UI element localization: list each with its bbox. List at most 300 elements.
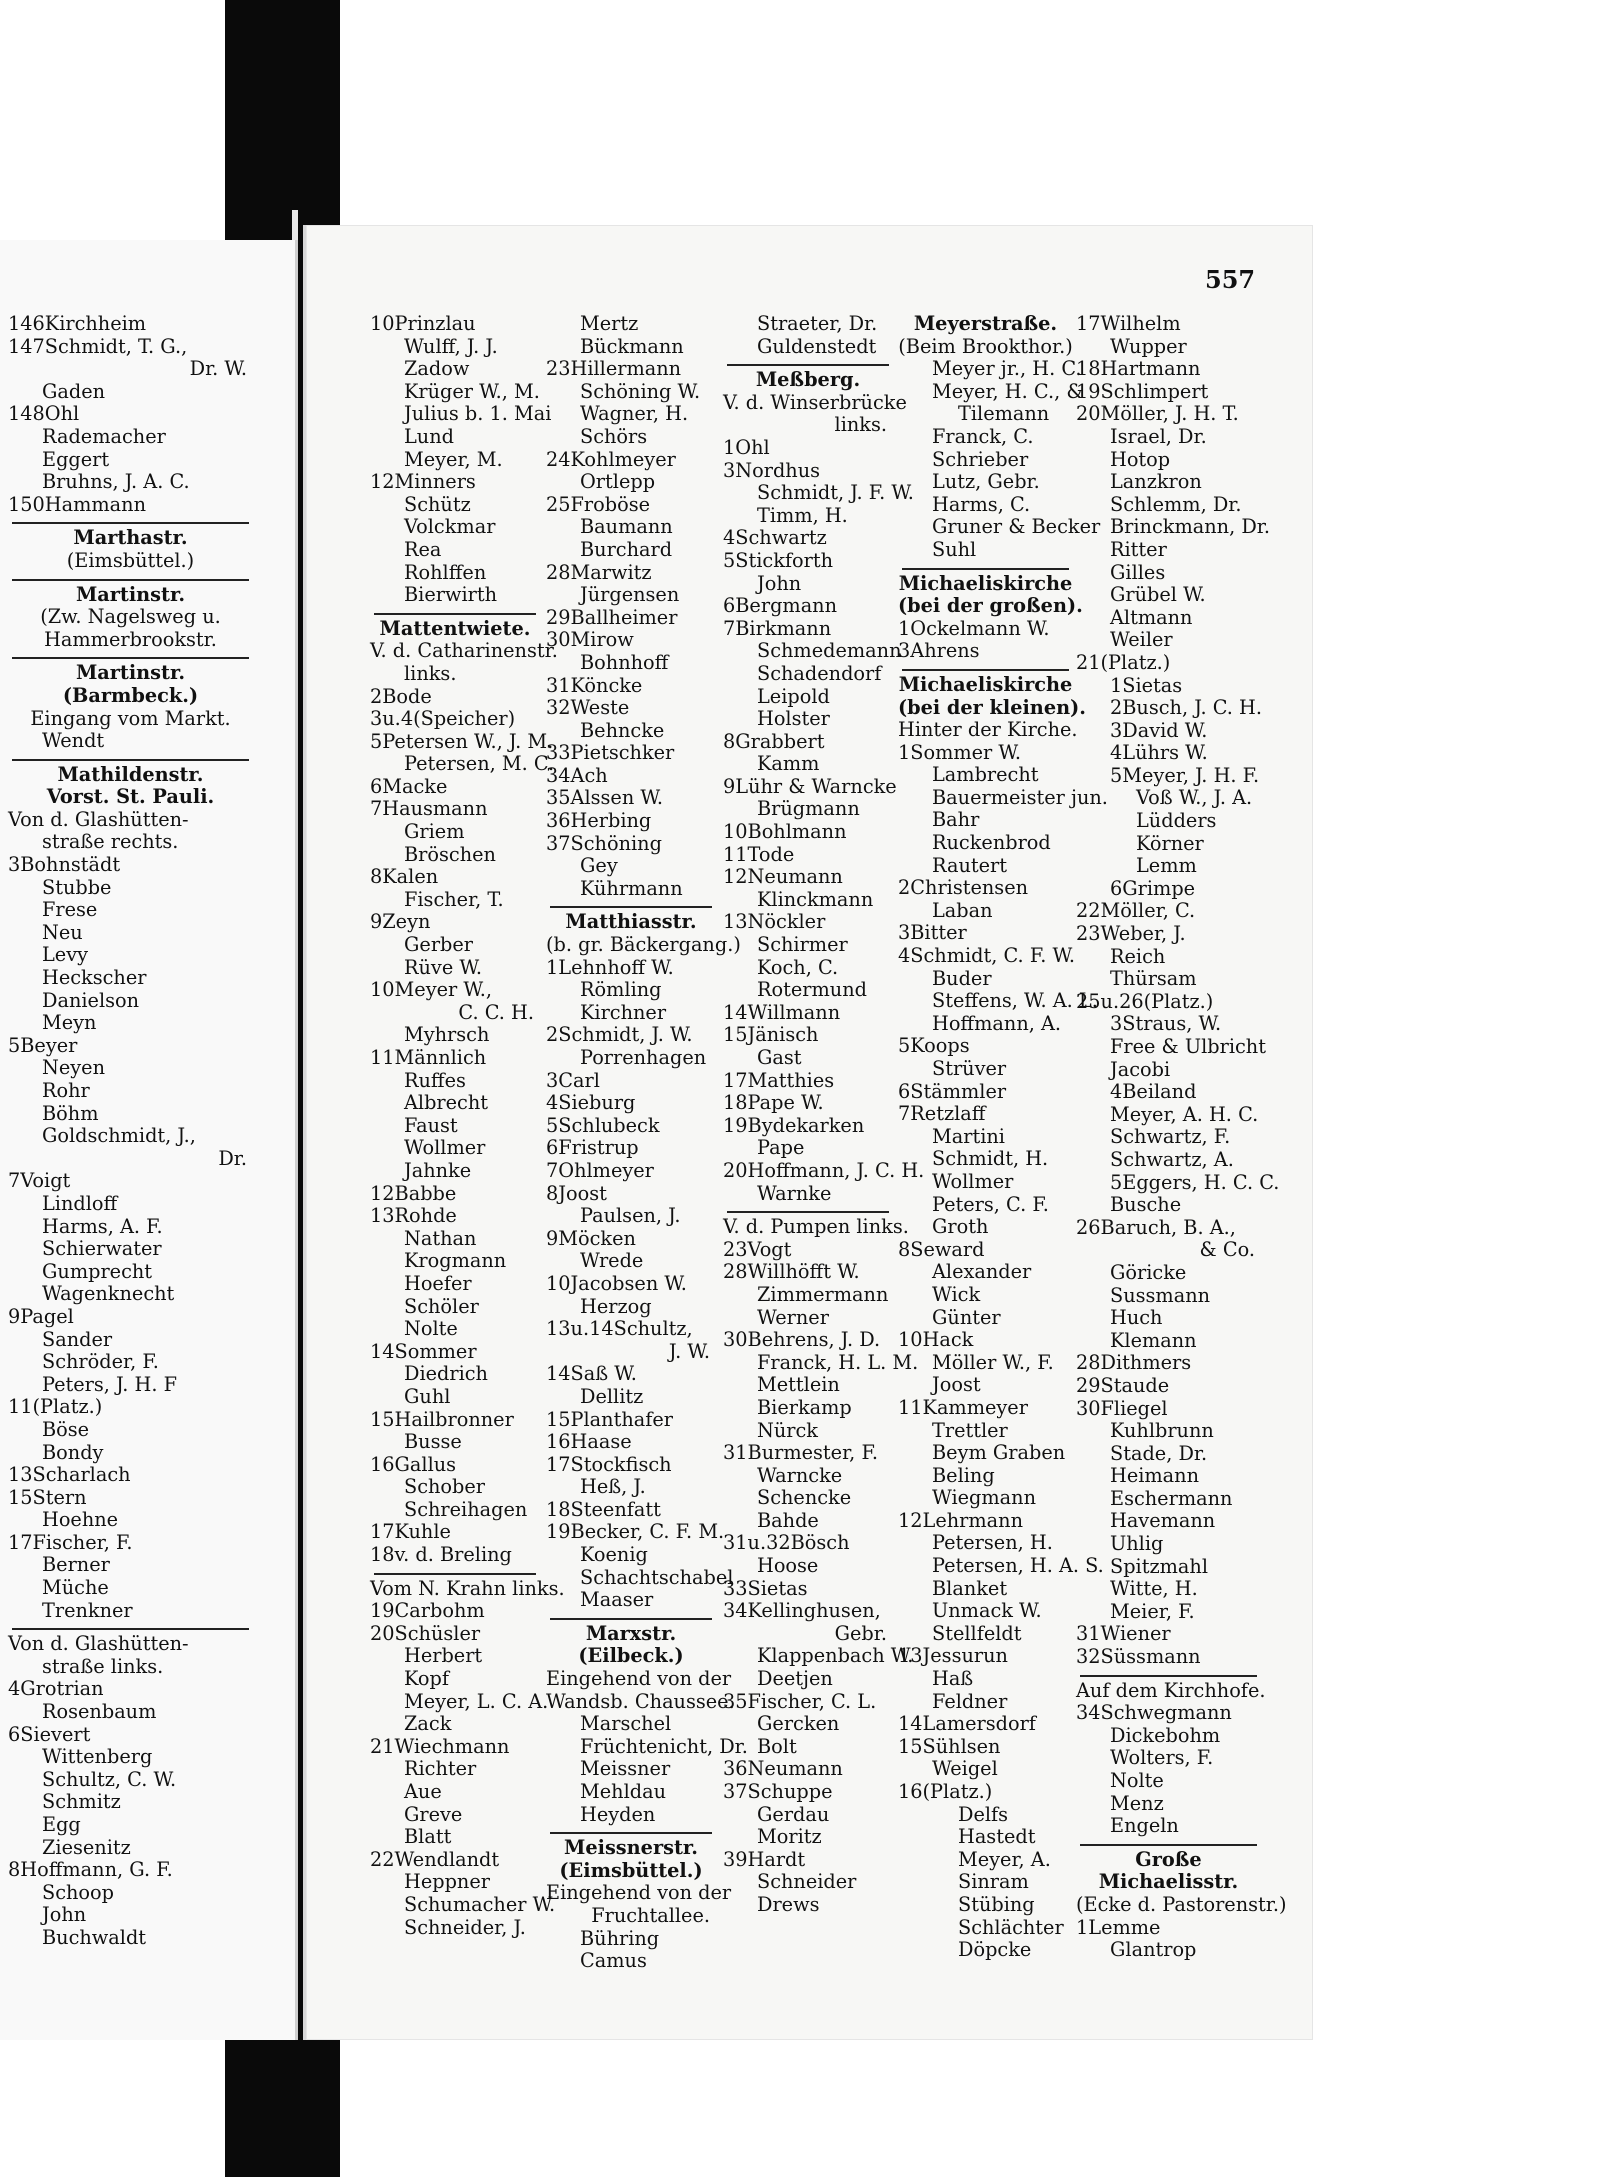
directory-entry: Gaden xyxy=(42,379,106,403)
directory-entry: 17Fischer, F. xyxy=(8,1530,133,1554)
directory-entry: 8Kalen xyxy=(370,865,439,889)
directory-entry: Gey xyxy=(580,854,618,878)
directory-entry: 26Baruch, B. A., xyxy=(1076,1215,1236,1239)
section-rule xyxy=(12,579,249,581)
directory-entry: Herzog xyxy=(580,1294,652,1318)
directory-entry: & Co. xyxy=(1199,1238,1255,1262)
directory-entry: Tilemann xyxy=(958,402,1050,426)
directory-entry: links. xyxy=(404,661,457,685)
directory-entry: 21(Platz.) xyxy=(1076,650,1171,674)
directory-entry: 3Ahrens xyxy=(898,639,980,663)
directory-entry: Leipold xyxy=(757,684,830,708)
directory-entry: 3Nordhus xyxy=(723,458,821,482)
section-rule xyxy=(12,657,249,659)
street-heading: Marxstr. xyxy=(585,1621,677,1645)
directory-entry: Dickebohm xyxy=(1110,1723,1221,1747)
directory-entry: 16Haase xyxy=(546,1430,632,1454)
directory-entry: Nolte xyxy=(1110,1769,1164,1792)
directory-entry: Koch, C. xyxy=(757,955,839,979)
directory-entry: Groth xyxy=(932,1215,989,1239)
directory-entry: Wollmer xyxy=(932,1169,1014,1193)
directory-entry: Meyer, M. xyxy=(404,447,503,471)
directory-entry: Marschel xyxy=(580,1712,672,1736)
directory-entry: Brinckmann, Dr. xyxy=(1110,515,1271,539)
directory-entry: Buder xyxy=(932,966,992,990)
directory-entry: 32Weste xyxy=(546,696,630,720)
directory-entry: 148Ohl xyxy=(8,402,80,426)
directory-entry: Martini xyxy=(932,1124,1005,1148)
directory-entry: 2Bode xyxy=(370,684,432,708)
directory-entry: straße links. xyxy=(42,1654,164,1678)
column-4 xyxy=(898,312,1108,1962)
directory-entry: straße rechts. xyxy=(42,830,179,854)
directory-entry: Heß, J. xyxy=(580,1475,646,1499)
directory-entry: Früchtenicht, Dr. xyxy=(580,1734,748,1758)
directory-entry: Porrenhagen xyxy=(580,1046,707,1069)
directory-entry: Steffens, W. A. L. xyxy=(932,989,1098,1013)
directory-entry: Schoop xyxy=(42,1880,114,1904)
directory-entry: 6Stämmler xyxy=(898,1079,1007,1103)
directory-entry: 31Burmester, F. xyxy=(723,1441,878,1465)
directory-entry: Meyer, A. xyxy=(958,1847,1051,1871)
directory-entry: Hastedt xyxy=(958,1825,1036,1849)
directory-entry: Klemann xyxy=(1110,1328,1197,1352)
directory-entry: 25u.26(Platz.) xyxy=(1076,989,1214,1013)
directory-entry: 37Schuppe xyxy=(723,1780,833,1803)
directory-entry: Rautert xyxy=(932,853,1007,877)
directory-entry: Thürsam xyxy=(1110,967,1197,991)
directory-entry: Goldschmidt, J., xyxy=(42,1124,196,1148)
directory-entry: 12Babbe xyxy=(370,1181,457,1205)
directory-entry: Weiler xyxy=(1110,628,1173,652)
directory-entry: Sander xyxy=(42,1327,113,1351)
directory-entry: Beling xyxy=(932,1463,995,1487)
directory-entry: Wendt xyxy=(42,729,105,753)
directory-entry: 23Vogt xyxy=(723,1237,792,1261)
directory-entry: Meyer, H. C., & xyxy=(932,379,1084,403)
directory-entry: Wittenberg xyxy=(42,1745,153,1769)
directory-entry: Wagner, H. xyxy=(580,402,689,426)
directory-entry: Rohr xyxy=(42,1079,90,1102)
street-heading: Michaeliskirche xyxy=(898,571,1073,595)
directory-entry: 25Froböse xyxy=(546,492,650,516)
directory-entry: Sinram xyxy=(958,1870,1029,1894)
directory-entry: 33Pietschker xyxy=(546,741,675,765)
directory-entry: Schierwater xyxy=(42,1237,162,1261)
directory-entry: Zimmermann xyxy=(757,1282,889,1306)
directory-entry: 4Beiland xyxy=(1110,1080,1197,1104)
directory-entry: Ritter xyxy=(1110,537,1167,561)
directory-entry: (b. gr. Bäckergang.) xyxy=(546,933,741,957)
directory-entry: Busche xyxy=(1110,1193,1182,1217)
directory-entry: Schirmer xyxy=(757,933,848,957)
section-rule xyxy=(12,1628,249,1630)
directory-entry: Petersen, M. C. xyxy=(404,752,555,776)
directory-entry: 14Sommer xyxy=(370,1339,477,1363)
directory-entry: Lindloff xyxy=(42,1191,118,1215)
directory-entry: Delfs xyxy=(958,1802,1009,1826)
directory-entry: Suhl xyxy=(932,537,977,561)
directory-entry: 5Koops xyxy=(898,1034,970,1058)
directory-entry: 18Hartmann xyxy=(1076,357,1201,381)
directory-entry: Bahr xyxy=(932,808,980,832)
directory-entry: Schreihagen xyxy=(404,1497,528,1521)
street-heading: Meßberg. xyxy=(755,368,861,392)
directory-entry: Hoefer xyxy=(404,1271,472,1295)
directory-entry: 35Alssen W. xyxy=(546,786,663,810)
directory-entry: Gast xyxy=(757,1046,802,1069)
directory-entry: Julius b. 1. Mai xyxy=(404,402,552,426)
directory-entry: 8Grabbert xyxy=(723,729,825,753)
directory-entry: Grübel W. xyxy=(1110,583,1206,607)
directory-entry: Petersen, H. A. S. xyxy=(932,1554,1104,1578)
directory-entry: Franck, H. L. M. xyxy=(757,1350,919,1374)
street-heading: Matthiasstr. xyxy=(565,910,697,934)
directory-entry: Franck, C. xyxy=(932,424,1034,448)
directory-entry: Hinter der Kirche. xyxy=(898,718,1078,742)
directory-entry: Timm, H. xyxy=(757,503,848,527)
directory-entry: Myhrsch xyxy=(404,1023,490,1047)
directory-entry: Von d. Glashütten- xyxy=(8,1632,189,1656)
directory-entry: Meyer jr., H. C. xyxy=(932,357,1082,381)
directory-entry: Peters, J. H. F xyxy=(42,1372,177,1396)
directory-entry: (Eimsbüttel.) xyxy=(66,548,195,572)
directory-entry: Mertz xyxy=(580,312,639,335)
directory-entry: 4Sieburg xyxy=(546,1091,636,1115)
directory-entry: Peters, C. F. xyxy=(932,1192,1049,1216)
directory-entry: Gercken xyxy=(757,1712,840,1736)
section-rule xyxy=(1080,1675,1257,1677)
directory-entry: Böhm xyxy=(42,1101,99,1125)
directory-entry: 5Beyer xyxy=(8,1033,78,1057)
directory-entry: 7Birkmann xyxy=(723,616,832,640)
directory-entry: Guldenstedt xyxy=(757,334,877,358)
directory-entry: Heckscher xyxy=(42,966,147,990)
section-rule xyxy=(12,759,249,761)
directory-entry: 1Sietas xyxy=(1110,673,1183,697)
directory-entry: 12Lehrmann xyxy=(898,1508,1023,1532)
directory-entry: 7Hausmann xyxy=(370,797,488,821)
directory-entry: Bahde xyxy=(757,1508,819,1532)
directory-entry: Burchard xyxy=(580,537,673,561)
directory-entry: Bühring xyxy=(580,1926,660,1950)
directory-entry: 10Hack xyxy=(898,1328,974,1352)
directory-entry: 15Planthafer xyxy=(546,1407,674,1431)
directory-entry: Aue xyxy=(404,1780,442,1803)
directory-entry: Weigel xyxy=(932,1757,998,1781)
directory-entry: Schmidt, H. xyxy=(932,1147,1049,1171)
directory-entry: Huch xyxy=(1110,1306,1163,1330)
directory-entry: Frese xyxy=(42,898,98,922)
directory-entry: Altmann xyxy=(1110,605,1193,629)
directory-entry: 20Hoffmann, J. C. H. xyxy=(723,1158,925,1182)
directory-entry: Neu xyxy=(42,920,83,944)
section-rule xyxy=(1080,1844,1257,1846)
directory-entry: Meyer, L. C. A. xyxy=(404,1689,549,1713)
directory-entry: Gumprecht xyxy=(42,1259,153,1283)
directory-entry: Levy xyxy=(42,943,89,967)
directory-entry: Kirchner xyxy=(580,1000,667,1024)
column-5 xyxy=(1076,312,1287,1962)
directory-entry: Holster xyxy=(757,707,830,731)
directory-entry: Eggert xyxy=(42,447,110,471)
directory-entry: 10Bohlmann xyxy=(723,820,847,844)
street-heading: Meissnerstr. xyxy=(564,1836,698,1860)
directory-entry: Schöler xyxy=(404,1294,479,1318)
section-rule xyxy=(902,669,1069,671)
directory-entry: 22Möller, C. xyxy=(1076,899,1196,923)
column-1 xyxy=(370,312,565,1939)
directory-entry: 150Hammann xyxy=(8,492,147,516)
directory-entry: Baumann xyxy=(580,515,673,539)
directory-entry: 12Minners xyxy=(370,470,476,494)
directory-entry: Kührmann xyxy=(580,876,683,900)
directory-entry: Griem xyxy=(404,820,465,844)
directory-entry: 36Herbing xyxy=(546,809,652,833)
directory-entry: Schörs xyxy=(580,424,648,448)
directory-entry: Diedrich xyxy=(404,1362,488,1386)
directory-entry: 14Lamersdorf xyxy=(898,1712,1036,1736)
directory-entry: 29Staude xyxy=(1076,1373,1170,1397)
directory-entry: Ziesenitz xyxy=(42,1835,131,1859)
directory-entry: V. d. Winserbrücke xyxy=(723,390,907,414)
directory-entry: Dellitz xyxy=(580,1384,644,1408)
directory-entry: Stellfeldt xyxy=(932,1621,1022,1645)
directory-entry: C. C. H. xyxy=(458,1000,534,1024)
directory-entry: Klappenbach W. xyxy=(757,1644,914,1668)
directory-entry: (Zw. Nagelsweg u. xyxy=(40,605,221,629)
directory-entry: 24Kohlmeyer xyxy=(546,447,676,471)
directory-entry: Lutz, Gebr. xyxy=(932,470,1040,494)
directory-entry: 7Ohlmeyer xyxy=(546,1158,654,1182)
directory-entry: Schlemm, Dr. xyxy=(1110,492,1242,516)
directory-entry: 9Zeyn xyxy=(370,910,431,934)
directory-entry: Faust xyxy=(404,1113,458,1137)
directory-entry: 8Seward xyxy=(898,1237,985,1261)
directory-entry: 2Busch, J. C. H. xyxy=(1110,696,1262,720)
directory-entry: 9Lühr & Warncke xyxy=(723,774,897,798)
directory-entry: (Ecke d. Pastorenstr.) xyxy=(1076,1892,1287,1916)
directory-entry: Hoose xyxy=(757,1554,819,1578)
directory-entry: Engeln xyxy=(1110,1814,1179,1838)
directory-entry: Bückmann xyxy=(580,334,684,358)
directory-entry: Brügmann xyxy=(757,797,860,821)
street-heading: Vorst. St. Pauli. xyxy=(46,785,215,809)
directory-entry: 5Schlubeck xyxy=(546,1113,660,1137)
directory-entry: 7Retzlaff xyxy=(898,1102,986,1126)
directory-entry: Trettler xyxy=(932,1418,1008,1442)
directory-entry: Eingehend von der xyxy=(546,1881,732,1905)
directory-entry: Wolters, F. xyxy=(1110,1746,1214,1770)
directory-entry: Eschermann xyxy=(1110,1486,1233,1510)
section-rule xyxy=(902,568,1069,570)
directory-entry: Schachtschabel xyxy=(580,1565,734,1589)
directory-entry: 31u.32Bösch xyxy=(723,1531,850,1555)
directory-entry: 33Sietas xyxy=(723,1576,808,1600)
section-rule xyxy=(550,906,712,908)
directory-entry: Fruchtallee. xyxy=(591,1903,710,1927)
directory-entry: Rademacher xyxy=(42,424,166,448)
directory-entry: Joost xyxy=(932,1373,981,1397)
directory-entry: Rosenbaum xyxy=(42,1700,157,1724)
directory-entry: Warnke xyxy=(757,1181,832,1205)
directory-entry: 39Hardt xyxy=(723,1847,806,1871)
directory-entry: Wagenknecht xyxy=(42,1282,175,1306)
directory-entry: Menz xyxy=(1110,1791,1164,1815)
directory-entry: Hoffmann, A. xyxy=(932,1011,1062,1035)
directory-entry: Petersen, H. xyxy=(932,1531,1053,1555)
section-rule xyxy=(550,1618,712,1620)
directory-entry: Döpcke xyxy=(958,1938,1032,1962)
directory-entry: 1Lehnhoff W. xyxy=(546,955,674,979)
directory-entry: Eingang vom Markt. xyxy=(30,706,231,730)
directory-entry: 6Sievert xyxy=(8,1722,91,1746)
directory-entry: Heppner xyxy=(404,1870,490,1894)
section-rule xyxy=(727,364,889,366)
directory-entry: Berner xyxy=(42,1553,110,1577)
directory-entry: 18Pape W. xyxy=(723,1091,824,1115)
directory-entry: Nolte xyxy=(404,1317,458,1341)
directory-entry: 19Bydekarken xyxy=(723,1113,865,1137)
directory-entry: Werner xyxy=(757,1305,829,1329)
directory-entry: 146Kirchheim xyxy=(8,312,147,335)
directory-entry: Sussmann xyxy=(1110,1283,1211,1307)
directory-entry: 14Willmann xyxy=(723,1000,841,1024)
directory-entry: Gilles xyxy=(1110,560,1166,584)
section-rule xyxy=(374,613,536,615)
directory-entry: Zack xyxy=(404,1712,452,1736)
directory-entry: 23Weber, J. xyxy=(1076,922,1186,946)
directory-entry: 15Stern xyxy=(8,1485,87,1509)
directory-entry: Kamm xyxy=(757,752,820,776)
directory-entry: Volckmar xyxy=(404,515,496,539)
directory-entry: Kopf xyxy=(404,1667,449,1691)
directory-entry: Schmitz xyxy=(42,1790,121,1814)
directory-entry: 15Jänisch xyxy=(723,1023,819,1047)
directory-entry: 30Fliegel xyxy=(1076,1396,1168,1420)
directory-entry: Schlächter xyxy=(958,1915,1064,1939)
directory-entry: 11Männlich xyxy=(370,1046,487,1069)
street-heading: (bei der kleinen). xyxy=(898,695,1086,719)
directory-entry: Müche xyxy=(42,1576,109,1600)
directory-entry: Bierwirth xyxy=(404,583,498,607)
directory-entry: Schöning W. xyxy=(580,379,701,403)
directory-entry: Harms, A. F. xyxy=(42,1214,163,1238)
directory-entry: Bolt xyxy=(757,1734,797,1758)
directory-entry: Möller W., F. xyxy=(932,1350,1054,1374)
directory-entry: Albrecht xyxy=(404,1091,489,1115)
directory-entry: Jahnke xyxy=(404,1158,472,1182)
directory-entry: Koenig xyxy=(580,1543,648,1567)
directory-entry: 1Ohl xyxy=(723,435,770,459)
directory-entry: 17Matthies xyxy=(723,1068,835,1092)
directory-entry: 22Wendlandt xyxy=(370,1847,500,1871)
directory-entry: Haß xyxy=(932,1667,974,1691)
directory-entry: Greve xyxy=(404,1802,463,1826)
directory-entry: Schadendorf xyxy=(757,661,882,685)
directory-entry: 35Fischer, C. L. xyxy=(723,1689,877,1713)
directory-entry: Krüger W., M. xyxy=(404,379,540,403)
directory-entry: Gruner & Becker xyxy=(932,515,1101,539)
directory-entry: Moritz xyxy=(757,1825,822,1849)
section-rule xyxy=(12,522,249,524)
street-heading: (Barmbeck.) xyxy=(62,683,199,707)
directory-entry: Wollmer xyxy=(404,1136,486,1160)
directory-entry: Hoehne xyxy=(42,1508,119,1532)
directory-entry: Römling xyxy=(580,978,662,1002)
directory-entry: Meissner xyxy=(580,1757,671,1781)
directory-entry: 13Scharlach xyxy=(8,1463,131,1487)
directory-entry: 1Ockelmann W. xyxy=(898,616,1050,640)
directory-entry: Wandsb. Chaussee. xyxy=(546,1689,735,1713)
directory-entry: Pape xyxy=(757,1136,805,1160)
directory-entry: Bruhns, J. A. C. xyxy=(42,470,190,494)
directory-entry: Krogmann xyxy=(404,1249,507,1273)
directory-entry: Reich xyxy=(1110,944,1166,968)
directory-entry: 17Stockfisch xyxy=(546,1452,672,1476)
directory-entry: Laban xyxy=(932,898,993,922)
directory-entry: 2Christensen xyxy=(898,876,1029,900)
street-heading: (Eilbeck.) xyxy=(578,1644,684,1668)
directory-entry: J. W. xyxy=(668,1339,710,1363)
directory-entry: Herbert xyxy=(404,1644,483,1668)
directory-entry: Spitzmahl xyxy=(1110,1554,1208,1578)
directory-entry: Guhl xyxy=(404,1384,451,1408)
street-heading: Mattentwiete. xyxy=(379,616,531,640)
directory-entry: Blanket xyxy=(932,1576,1008,1600)
directory-entry: 6Macke xyxy=(370,774,448,798)
directory-entry: Hammerbrookstr. xyxy=(44,627,217,651)
directory-entry: Mettlein xyxy=(757,1373,840,1397)
directory-entry: Unmack W. xyxy=(932,1599,1042,1623)
directory-entry: V. d. Pumpen links. xyxy=(723,1215,909,1239)
street-heading: Martinstr. xyxy=(75,661,186,685)
directory-entry: Schmedemann xyxy=(757,639,902,663)
directory-entry: 20Schüsler xyxy=(370,1621,481,1645)
directory-entry: Rüve W. xyxy=(404,955,482,979)
directory-entry: Havemann xyxy=(1110,1509,1216,1533)
directory-entry: Schmidt, J. F. W. xyxy=(757,481,914,505)
directory-entry: 31Wiener xyxy=(1076,1622,1171,1646)
directory-entry: Schneider xyxy=(757,1870,857,1894)
street-heading: Michaeliskirche xyxy=(898,672,1073,696)
directory-entry: 28Willhöfft W. xyxy=(723,1260,860,1284)
directory-entry: Meyer, A. H. C. xyxy=(1110,1102,1259,1126)
directory-entry: 9Möcken xyxy=(546,1226,636,1250)
directory-entry: 10Meyer W., xyxy=(370,978,493,1002)
directory-entry: Warncke xyxy=(757,1463,843,1487)
directory-entry: 3Straus, W. xyxy=(1110,1012,1222,1036)
directory-entry: Mehldau xyxy=(580,1780,666,1803)
directory-entry: Auf dem Kirchhofe. xyxy=(1076,1678,1266,1702)
directory-entry: Kuhlbrunn xyxy=(1110,1419,1214,1443)
directory-entry: 2Schmidt, J. W. xyxy=(546,1023,693,1047)
directory-entry: Glantrop xyxy=(1110,1938,1197,1962)
directory-entry: Trenkner xyxy=(42,1598,133,1622)
directory-entry: Richter xyxy=(404,1757,477,1781)
directory-entry: Jürgensen xyxy=(580,583,680,607)
directory-entry: 6Fristrup xyxy=(546,1136,639,1160)
directory-entry: Egg xyxy=(42,1813,81,1836)
directory-entry: 4Grotrian xyxy=(8,1677,104,1701)
directory-entry: Vom N. Krahn links. xyxy=(370,1576,565,1600)
directory-entry: 8Joost xyxy=(546,1181,607,1205)
directory-entry: 3David W. xyxy=(1110,718,1208,742)
directory-entry: Wrede xyxy=(580,1249,644,1273)
directory-entry: Voß W., J. A. xyxy=(1136,786,1253,810)
street-heading: (bei der großen). xyxy=(898,594,1083,618)
directory-entry: 4Schwartz xyxy=(723,526,827,550)
